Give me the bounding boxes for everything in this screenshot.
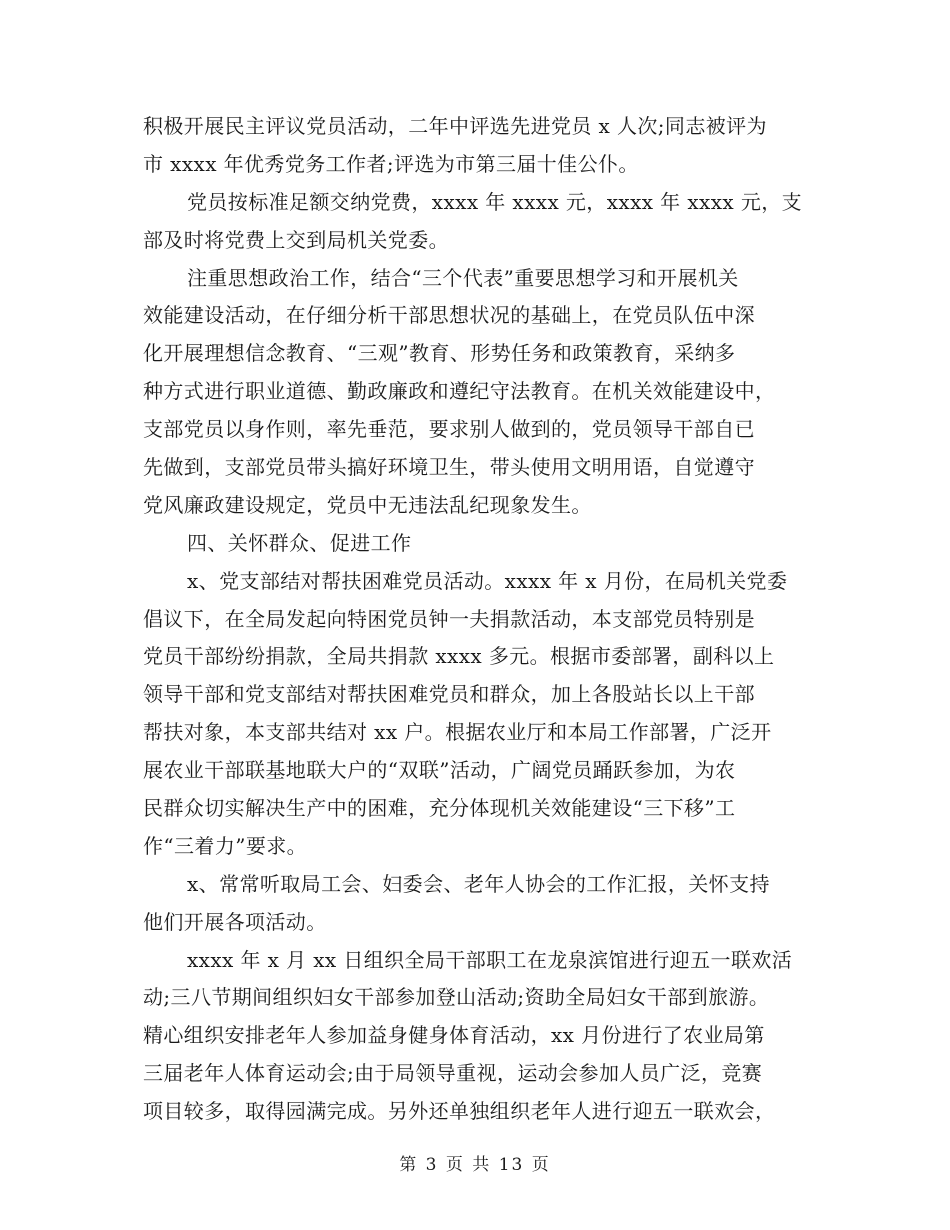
section-heading: 四、关怀群众、促进工作 — [187, 530, 412, 555]
text-line: 效能建设活动，在仔细分析干部思想状况的基础上，在党员队伍中深 — [143, 303, 755, 328]
text-line: 倡议下，在全局发起向特困党员钟一夫捐款活动，本支部党员特别是 — [143, 606, 755, 631]
text-line: 支部党员以身作则，率先垂范，要求别人做到的，党员领导干部自已 — [143, 417, 755, 442]
paragraph-start-line: x、常常听取局工会、妇委会、老年人协会的工作汇报，关怀支持 — [187, 871, 770, 896]
text-line: 积极开展民主评议党员活动，二年中评选先进党员 x 人次;同志被评为 — [143, 114, 767, 138]
text-line: 展农业干部联基地联大户的“双联”活动，广阔党员踊跃参加，为农 — [143, 758, 736, 783]
text-line: 化开展理想信念教育、“三观”教育、形势任务和政策教育，采纳多 — [143, 341, 736, 366]
paragraph-start-line: xxxx 年 x 月 xx 日组织全局干部职工在龙泉滨馆进行迎五一联欢活 — [187, 947, 793, 972]
text-line: 种方式进行职业道德、勤政廉政和遵纪守法教育。在机关效能建设中， — [143, 379, 776, 404]
text-line: 作“三着力”要求。 — [143, 833, 308, 858]
text-line: 党员干部纷纷捐款，全局共捐款 xxxx 多元。根据市委部署，副科以上 — [143, 644, 775, 669]
paragraph-start-line: x、党支部结对帮扶困难党员活动。xxxx 年 x 月份，在局机关党委 — [187, 568, 788, 593]
text-line: 部及时将党费上交到局机关党委。 — [143, 227, 449, 252]
text-line: 项目较多，取得园满完成。另外还单独组织老年人进行迎五一联欢会， — [143, 1099, 776, 1124]
text-line: 动;三八节期间组织妇女干部参加登山活动;资助全局妇女干部到旅游。 — [143, 985, 770, 1010]
text-line: 他们开展各项活动。 — [143, 909, 327, 934]
document-body — [143, 108, 809, 1131]
text-line: 三届老年人体育运动会;由于局领导重视，运动会参加人员广泛，竞赛 — [143, 1061, 763, 1086]
paragraph-start-line: 党员按标准足额交纳党费，xxxx 年 xxxx 元，xxxx 年 xxxx 元，支 — [187, 189, 803, 214]
text-line: 领导干部和党支部结对帮扶困难党员和群众，加上各股站长以上干部 — [143, 682, 755, 707]
text-line: 民群众切实解决生产中的困难，充分体现机关效能建设“三下移”工 — [143, 796, 736, 821]
text-line: 精心组织安排老年人参加益身健身体育活动，xx 月份进行了农业局第 — [143, 1023, 765, 1048]
text-line: 先做到，支部党员带头搞好环境卫生，带头使用文明用语，自觉遵守 — [143, 455, 755, 480]
paragraph-start-line: 注重思想政治工作，结合“三个代表”重要思想学习和开展机关 — [187, 265, 739, 290]
text-line: 党风廉政建设规定，党员中无违法乱纪现象发生。 — [143, 492, 592, 517]
page-number-footer: 第 3 页 共 13 页 — [399, 1155, 551, 1175]
text-line: 帮扶对象，本支部共结对 xx 户。根据农业厅和本局工作部署，广泛开 — [143, 720, 772, 745]
text-line: 市 xxxx 年优秀党务工作者;评选为市第三届十佳公仆。 — [143, 151, 639, 176]
